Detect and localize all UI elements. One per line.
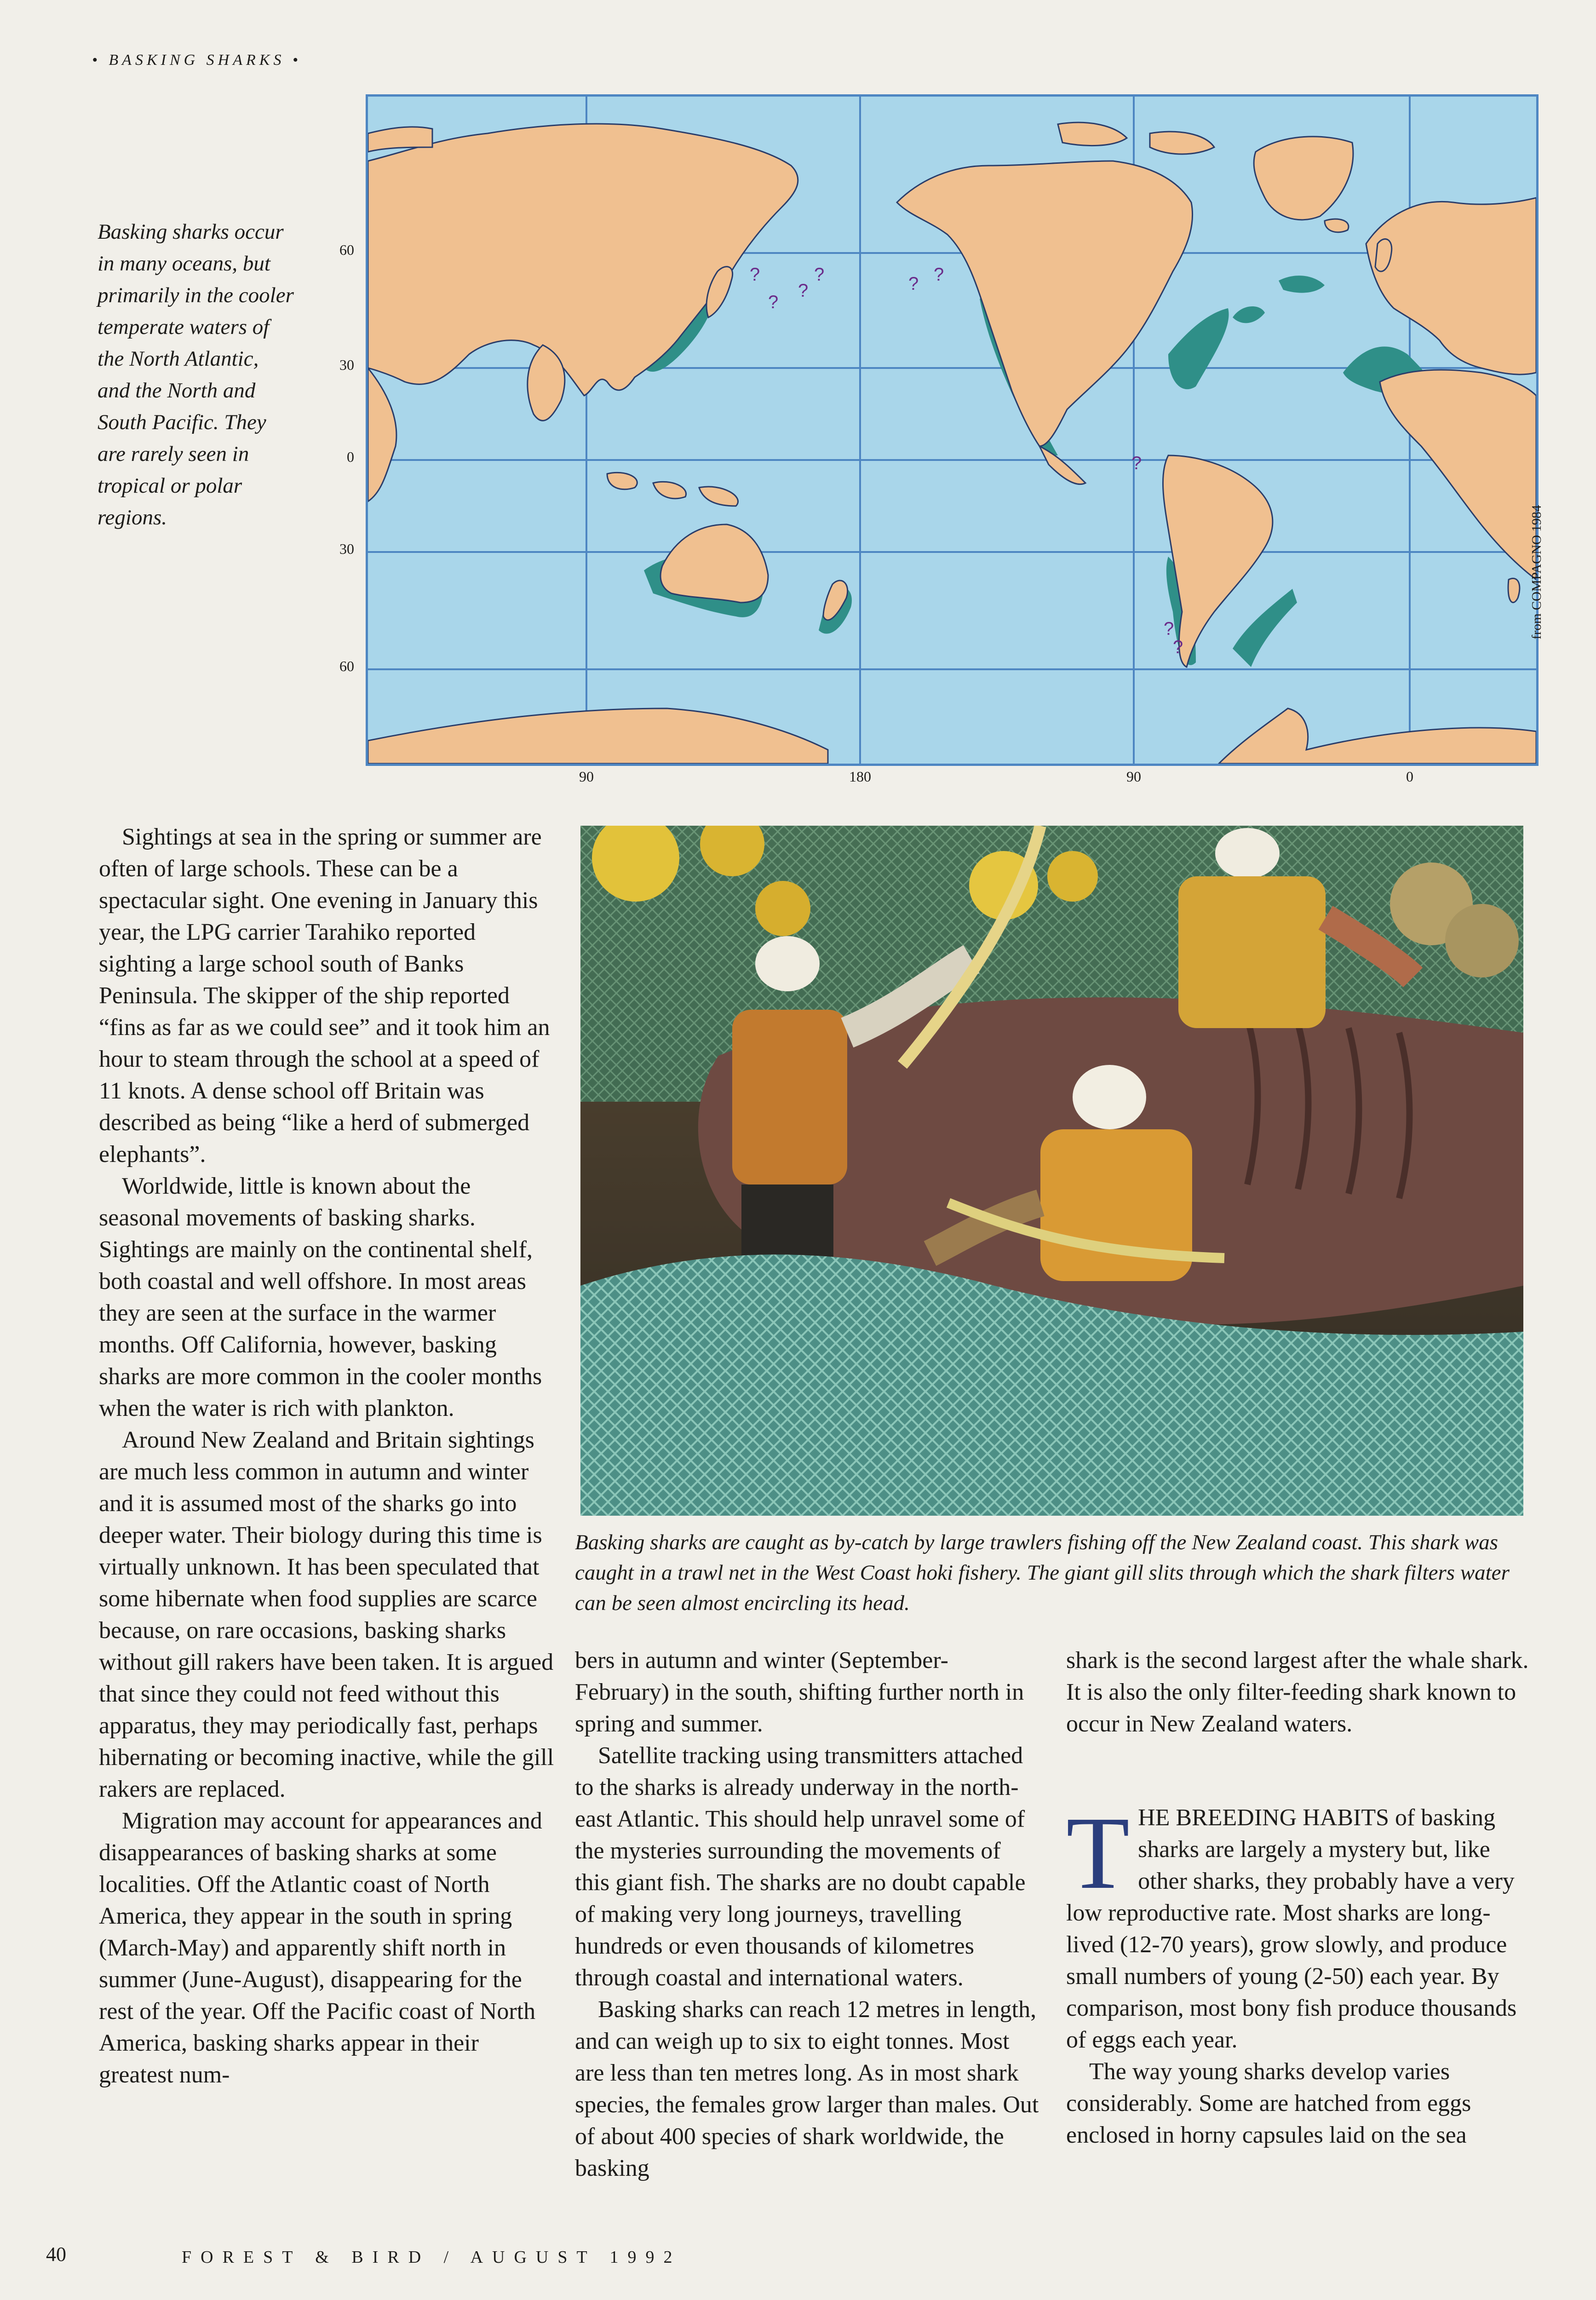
lat-label-60s: 60 bbox=[339, 658, 354, 674]
map-credit: from COMPAGNO 1984 bbox=[1529, 505, 1544, 639]
lat-label-30n: 30 bbox=[339, 356, 354, 373]
breeding-habits-paragraph bbox=[1066, 1795, 1531, 2056]
svg-text:?: ? bbox=[798, 281, 809, 301]
col2-paragraph-3: Basking sharks can reach 12 metres in length, and can weigh up to six to eight tonnes. Most are less than ten metres long. As in most shark species, the females grow larger than males. Out of about 400 species of shark worldwide, the basking bbox=[575, 1996, 1039, 2181]
svg-text:?: ? bbox=[1164, 619, 1174, 639]
svg-text:?: ? bbox=[814, 264, 825, 285]
lon-label-90w: 90 bbox=[1126, 768, 1141, 785]
running-header: • BASKING SHARKS • bbox=[92, 52, 302, 69]
photo-caption: Basking sharks are caught as by-catch by large trawlers fishing off the New Zealand coast. This shark was caught in a trawl net in the West Coast hoki fishery. The giant gill slits through which the shark filters water can be seen almost encircling its head. bbox=[575, 1530, 1510, 1615]
photo-illustration bbox=[580, 826, 1523, 1516]
publication-footer: FOREST & BIRD / AUGUST 1992 bbox=[182, 2248, 682, 2267]
svg-text:?: ? bbox=[750, 264, 760, 285]
column-1 bbox=[99, 821, 554, 2091]
lon-label-180: 180 bbox=[849, 768, 871, 785]
distribution-map bbox=[366, 94, 1539, 766]
map-caption: Basking sharks occur in many oceans, but primarily in the cooler temperate waters of the North Atlantic, and the North and South Pacific. They are rarely seen in tropical or polar regions. bbox=[98, 220, 294, 529]
svg-text:?: ? bbox=[768, 292, 779, 312]
svg-text:?: ? bbox=[1131, 453, 1142, 473]
lon-label-0: 0 bbox=[1406, 768, 1413, 785]
col1-paragraph-2: Worldwide, little is known about the seasonal movements of basking sharks. Sightings are mainly on the continental shelf, both coastal and well offshore. In most areas they are seen at the surface in the warmer months. Off California, however, basking sharks are more common in the cooler months when the water is rich with plankton. bbox=[99, 1173, 542, 1421]
page-number: 40 bbox=[46, 2243, 66, 2266]
col2-paragraph-1: bers in autumn and winter (September-February) in the south, shifting further north in spring and summer. bbox=[575, 1647, 1024, 1737]
col1-paragraph-4: Migration may account for appearances and disappearances of basking sharks at some localities. Off the Atlantic coast of North America, they appear in the south in spring (March-May) and apparently shift north in summer (June-August), disappearing for the rest of the year. Off the Pacific coast of North America, basking sharks appear in their greatest num- bbox=[99, 1808, 542, 2088]
svg-text:?: ? bbox=[1173, 637, 1183, 657]
lat-label-0: 0 bbox=[347, 448, 354, 465]
svg-text:?: ? bbox=[934, 264, 944, 285]
section-lead-in: HE BREEDING HABITS of bbox=[1138, 1805, 1415, 1831]
trawler-photo bbox=[580, 826, 1523, 1516]
column-2 bbox=[575, 1644, 1039, 2184]
land-masses bbox=[368, 122, 1536, 764]
column-3 bbox=[1066, 1644, 1531, 2151]
world-map-graphic bbox=[368, 97, 1536, 764]
col1-paragraph-1: Sightings at sea in the spring or summer are often of large schools. These can be a spectacular sight. One evening in January this year, the LPG carrier Tarahiko reported sighting a large school south of Banks Peninsula. The skipper of the ship reported “fins as far as we could see” and it took him an hour to steam through the school at a speed of 11 knots. A dense school off Britain was described as being “like a herd of submerged elephants”. bbox=[99, 824, 550, 1167]
col3-last-paragraph: The way young sharks develop varies considerably. Some are hatched from eggs enclosed in horny capsules laid on the sea bbox=[1066, 2058, 1471, 2148]
col3-continuation: shark is the second largest after the whale shark. It is also the only filter-feeding shark known to occur in New Zealand waters. bbox=[1066, 1647, 1529, 1737]
lat-label-30s: 30 bbox=[339, 540, 354, 557]
lon-label-90e: 90 bbox=[579, 768, 594, 785]
svg-text:?: ? bbox=[908, 274, 919, 294]
lat-label-60n: 60 bbox=[339, 242, 354, 258]
breeding-habits-text: basking sharks are largely a mystery but, like other sharks, they probably have a very low reproductive rate. Most sharks are long-lived (12-70 years), grow slowly, and produce small numbers of young (2-50) each year. By comparison, most bony fish produce thousands of eggs each year. bbox=[1066, 1805, 1517, 2053]
col1-paragraph-3: Around New Zealand and Britain sightings are much less common in autumn and winter and it is assumed most of the sharks go into deeper water. Their biology during this time is virtually unknown. It has been speculated that some hibernate when food supplies are scarce because, on rare occasions, basking sharks without gill rakers have been taken. It is argued that since they could not feed without this apparatus, they may periodically fast, perhaps hibernating or becoming inactive, while the gill rakers are replaced. bbox=[99, 1427, 554, 1802]
col2-paragraph-2: Satellite tracking using transmitters attached to the sharks is already underway in the north-east Atlantic. This should help unravel some of the mysteries surrounding the movements of this giant fish. The sharks are no doubt capable of making very long journeys, travelling hundreds or even thousands of kilometres through coastal and international waters. bbox=[575, 1742, 1026, 1991]
drop-cap: T bbox=[1066, 1795, 1130, 1910]
